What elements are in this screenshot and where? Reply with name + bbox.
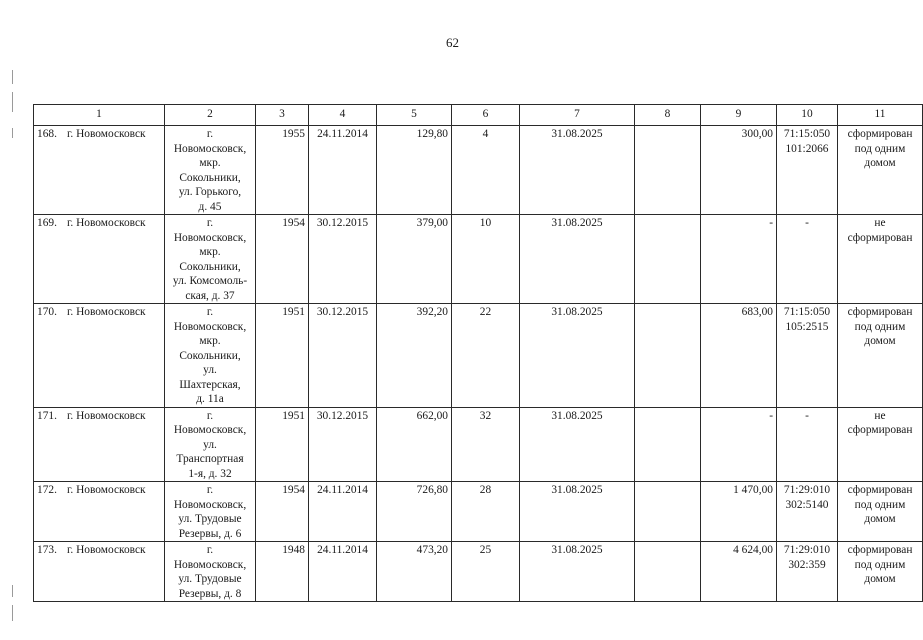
- cell-end-date: [520, 215, 635, 304]
- date-value: 24.11.2014: [317, 128, 368, 140]
- area-value: 473,20: [416, 544, 448, 556]
- table-row: [34, 407, 923, 482]
- address-line: г.: [206, 409, 214, 422]
- land-area-value: -: [769, 409, 773, 422]
- cell-col8: [635, 407, 701, 482]
- row-city: г. Новомосковск: [67, 484, 146, 496]
- column-header: 3: [256, 105, 309, 126]
- cadastral-line: 302:359: [788, 558, 826, 571]
- status-line: сформирован: [847, 128, 913, 140]
- column-header: 4: [309, 105, 377, 126]
- address-line: ул.: [203, 438, 217, 451]
- year-value: 1948: [282, 544, 305, 556]
- status-line: сформирован: [847, 424, 913, 436]
- cell-address: [165, 215, 256, 304]
- cell-land-area: [701, 215, 777, 304]
- cell-end-date: [520, 304, 635, 408]
- status-line: не: [874, 217, 886, 229]
- address-line: г.: [206, 128, 214, 140]
- area-value: 662,00: [416, 409, 448, 422]
- area-value: 726,80: [416, 484, 448, 496]
- status-line: сформирован: [847, 484, 913, 496]
- address-line: 1-я, д. 32: [188, 467, 232, 480]
- column-header: 11: [838, 105, 923, 126]
- end-date-value: 31.08.2025: [551, 217, 603, 229]
- cell-number-city: [34, 126, 165, 215]
- end-date-value: 31.08.2025: [551, 409, 603, 422]
- cadastral-line: 71:29:010: [783, 484, 831, 496]
- year-value: 1954: [282, 217, 305, 229]
- address-line: Новомосковск,: [173, 320, 247, 333]
- row-city: г. Новомосковск: [67, 217, 146, 229]
- date-value: 24.11.2014: [317, 544, 368, 556]
- cell-number-city: [34, 407, 165, 482]
- address-line: ул.: [203, 364, 217, 376]
- address-line: ская, д. 37: [185, 289, 235, 302]
- cell-end-date: [520, 126, 635, 215]
- row-city: г. Новомосковск: [67, 544, 146, 556]
- area-value: 379,00: [416, 217, 448, 229]
- scan-margin-marks: [10, 0, 16, 640]
- address-line: д. 45: [198, 200, 222, 213]
- cadastral-line: 71:15:050: [783, 306, 831, 318]
- area-value: 129,80: [416, 128, 448, 140]
- row-number: 173.: [37, 544, 57, 556]
- end-date-value: 31.08.2025: [551, 306, 603, 318]
- address-line: Резервы, д. 6: [178, 527, 242, 540]
- cell-date: [309, 407, 377, 482]
- cell-col8: [635, 304, 701, 408]
- cell-status: [838, 304, 923, 408]
- cadastral-line: -: [805, 217, 809, 229]
- area-value: 392,20: [416, 306, 448, 318]
- cell-date: [309, 126, 377, 215]
- cell-date: [309, 482, 377, 542]
- cell-area: [377, 304, 452, 408]
- row-city: г. Новомосковск: [67, 128, 146, 140]
- table-row: [34, 215, 923, 304]
- page-number: 62: [446, 35, 459, 50]
- cell-count: [452, 126, 520, 215]
- date-value: 30.12.2015: [316, 217, 369, 229]
- address-line: Резервы, д. 8: [178, 587, 242, 600]
- status-line: под одним: [854, 558, 906, 571]
- cell-cadastral: [777, 304, 838, 408]
- cell-area: [377, 407, 452, 482]
- land-area-value: 683,00: [741, 306, 773, 318]
- cell-area: [377, 215, 452, 304]
- address-line: д. 11а: [196, 393, 224, 405]
- address-line: Новомосковск,: [173, 142, 247, 155]
- column-header: 6: [452, 105, 520, 126]
- column-header: 9: [701, 105, 777, 126]
- cell-number-city: [34, 542, 165, 602]
- address-line: г.: [206, 484, 214, 496]
- address-line: Сокольники,: [179, 260, 241, 273]
- date-value: 30.12.2015: [316, 409, 369, 422]
- address-line: мкр.: [199, 157, 221, 169]
- address-line: г.: [206, 217, 214, 229]
- end-date-value: 31.08.2025: [551, 484, 603, 496]
- cell-year: [256, 304, 309, 408]
- cell-number-city: [34, 304, 165, 408]
- cell-land-area: [701, 304, 777, 408]
- address-line: ул. Комсомоль-: [172, 275, 248, 287]
- cell-land-area: [701, 407, 777, 482]
- cell-col8: [635, 542, 701, 602]
- cell-end-date: [520, 482, 635, 542]
- row-number: 169.: [37, 217, 57, 229]
- cell-status: [838, 126, 923, 215]
- end-date-value: 31.08.2025: [551, 544, 603, 556]
- cell-address: [165, 304, 256, 408]
- count-value: 22: [479, 306, 492, 318]
- cell-col8: [635, 215, 701, 304]
- cadastral-line: 71:15:050: [783, 128, 831, 140]
- cell-address: [165, 482, 256, 542]
- date-value: 24.11.2014: [317, 484, 368, 496]
- cell-year: [256, 482, 309, 542]
- address-line: г.: [206, 544, 214, 556]
- cell-count: [452, 482, 520, 542]
- cell-count: [452, 407, 520, 482]
- cadastral-line: 302:5140: [785, 498, 829, 511]
- row-number: 168.: [37, 128, 57, 140]
- status-line: домом: [864, 157, 896, 169]
- cell-cadastral: [777, 482, 838, 542]
- count-value: 32: [479, 409, 492, 422]
- cell-status: [838, 215, 923, 304]
- cell-count: [452, 304, 520, 408]
- status-line: домом: [864, 335, 896, 347]
- cell-number-city: [34, 482, 165, 542]
- cell-count: [452, 215, 520, 304]
- cadastral-line: 101:2066: [785, 142, 829, 155]
- table-row: [34, 542, 923, 602]
- cell-date: [309, 304, 377, 408]
- land-area-value: 4 624,00: [733, 544, 773, 556]
- cell-end-date: [520, 542, 635, 602]
- cell-land-area: [701, 482, 777, 542]
- address-line: Сокольники,: [179, 349, 241, 362]
- address-line: Шахтерская,: [179, 378, 241, 391]
- cell-number-city: [34, 215, 165, 304]
- address-line: Новомосковск,: [173, 424, 247, 436]
- cell-status: [838, 482, 923, 542]
- address-line: Сокольники,: [179, 171, 241, 184]
- address-line: Новомосковск,: [173, 558, 247, 571]
- column-header: 8: [635, 105, 701, 126]
- cell-end-date: [520, 407, 635, 482]
- table-body: [34, 126, 923, 602]
- cell-status: [838, 407, 923, 482]
- cadastral-line: 71:29:010: [783, 544, 831, 556]
- cell-cadastral: [777, 126, 838, 215]
- cell-address: [165, 542, 256, 602]
- row-number: 172.: [37, 484, 57, 496]
- land-area-value: 1 470,00: [733, 484, 773, 496]
- cell-count: [452, 542, 520, 602]
- row-city: г. Новомосковск: [67, 306, 146, 318]
- row-number: 171.: [37, 409, 57, 422]
- year-value: 1954: [282, 484, 305, 496]
- status-line: сформирован: [847, 544, 913, 556]
- cell-cadastral: [777, 542, 838, 602]
- cell-year: [256, 542, 309, 602]
- row-city: г. Новомосковск: [67, 409, 146, 422]
- cell-year: [256, 215, 309, 304]
- year-value: 1951: [282, 306, 305, 318]
- cell-cadastral: [777, 407, 838, 482]
- cadastral-line: -: [805, 409, 809, 422]
- status-line: под одним: [854, 498, 906, 511]
- date-value: 30.12.2015: [316, 306, 369, 318]
- cell-date: [309, 542, 377, 602]
- cell-date: [309, 215, 377, 304]
- table-row: [34, 126, 923, 215]
- cell-year: [256, 126, 309, 215]
- column-header: 2: [165, 105, 256, 126]
- cadastral-line: 105:2515: [785, 320, 829, 333]
- header-row: [34, 105, 923, 126]
- status-line: сформирован: [847, 231, 913, 244]
- address-line: Новомосковск,: [173, 498, 247, 511]
- year-value: 1951: [282, 409, 305, 422]
- cell-year: [256, 407, 309, 482]
- cell-col8: [635, 126, 701, 215]
- cell-land-area: [701, 126, 777, 215]
- count-value: 25: [479, 544, 492, 556]
- address-line: г.: [206, 306, 214, 318]
- year-value: 1955: [282, 128, 305, 140]
- status-line: сформирован: [847, 306, 913, 318]
- address-line: мкр.: [199, 335, 221, 347]
- address-line: мкр.: [199, 246, 221, 258]
- cell-address: [165, 407, 256, 482]
- count-value: 4: [482, 128, 489, 140]
- housing-registry-table: [33, 104, 923, 602]
- address-line: ул. Трудовые: [178, 573, 242, 585]
- status-line: не: [874, 409, 886, 422]
- status-line: под одним: [854, 320, 906, 333]
- status-line: домом: [864, 573, 896, 585]
- cell-cadastral: [777, 215, 838, 304]
- cell-area: [377, 482, 452, 542]
- column-header: 5: [377, 105, 452, 126]
- end-date-value: 31.08.2025: [551, 128, 603, 140]
- address-line: ул. Трудовые: [178, 513, 242, 525]
- land-area-value: -: [769, 217, 773, 229]
- cell-land-area: [701, 542, 777, 602]
- table-row: [34, 482, 923, 542]
- table-row: [34, 304, 923, 408]
- column-header: 1: [34, 105, 165, 126]
- status-line: домом: [864, 513, 896, 525]
- count-value: 10: [479, 217, 492, 229]
- cell-area: [377, 542, 452, 602]
- cell-area: [377, 126, 452, 215]
- address-line: Транспортная: [176, 453, 244, 465]
- row-number: 170.: [37, 306, 57, 318]
- status-line: под одним: [854, 142, 906, 155]
- address-line: ул. Горького,: [178, 186, 242, 198]
- cell-status: [838, 542, 923, 602]
- column-header: 7: [520, 105, 635, 126]
- land-area-value: 300,00: [741, 128, 773, 140]
- cell-address: [165, 126, 256, 215]
- cell-col8: [635, 482, 701, 542]
- address-line: Новомосковск,: [173, 231, 247, 244]
- column-header: 10: [777, 105, 838, 126]
- count-value: 28: [479, 484, 492, 496]
